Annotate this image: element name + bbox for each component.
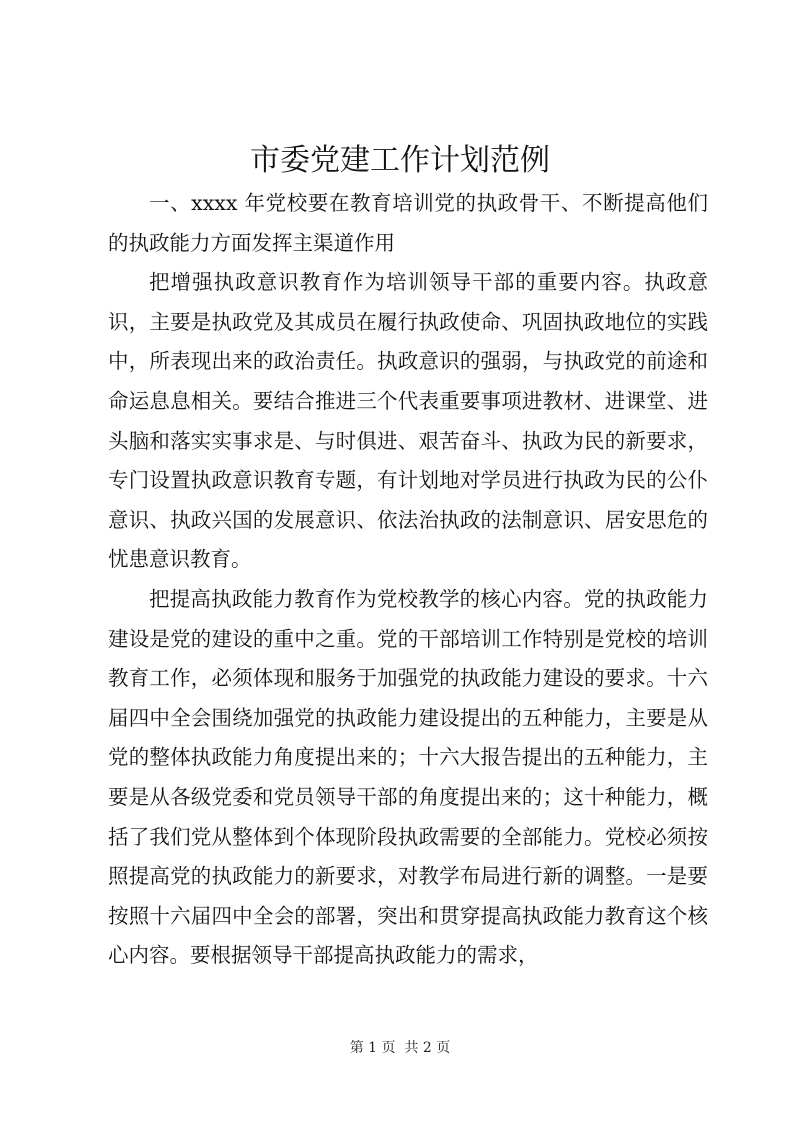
paragraph-heading: 一、xxxx 年党校要在教育培训党的执政骨干、不断提高他们的执政能力方面发挥主渠道作用: [108, 191, 708, 255]
document-title: 市委党建工作计划范例: [250, 143, 550, 178]
page-footer: [0, 1038, 800, 1058]
page-number: 第 1 页 共 2 页: [349, 1040, 451, 1056]
paragraph-capability: 把提高执政能力教育作为党校教学的核心内容。党的执政能力建设是党的建设的重中之重。党的干部培训工作特别是党校的培训教育工作，必须体现和服务于加强党的执政能力建设的要求。十六届四中全会围绕加强党的执政能力建设提出的五种能力，主要是从党的整体执政能力角度提出来的；十六大报告提出的五种能力，主要是从各级党委和党员领导干部的角度提出来的；这十种能力，概括了我们党从整体到个体现阶段执政需要的全部能力。党校必须按照提高党的执政能力的新要求，对教学布局进行新的调整。一是要按照十六届四中全会的部署，突出和贯穿提高执政能力教育这个核心内容。要根据领导干部提高执政能力的需求，: [108, 586, 708, 968]
paragraph-awareness: 把增强执政意识教育作为培训领导干部的重要内容。执政意识，主要是执政党及其成员在履行执政使命、巩固执政地位的实践中，所表现出来的政治责任。执政意识的强弱，与执政党的前途和命运息息相关。要结合推进三个代表重要事项进教材、进课堂、进头脑和落实实事求是、与时俱进、艰苦奋斗、执政为民的新要求，专门设置执政意识教育专题，有计划地对学员进行执政为民的公仆意识、执政兴国的发展意识、依法治执政的法制意识、居安思危的忧患意识教育。: [108, 270, 708, 572]
document-body: [108, 184, 708, 976]
